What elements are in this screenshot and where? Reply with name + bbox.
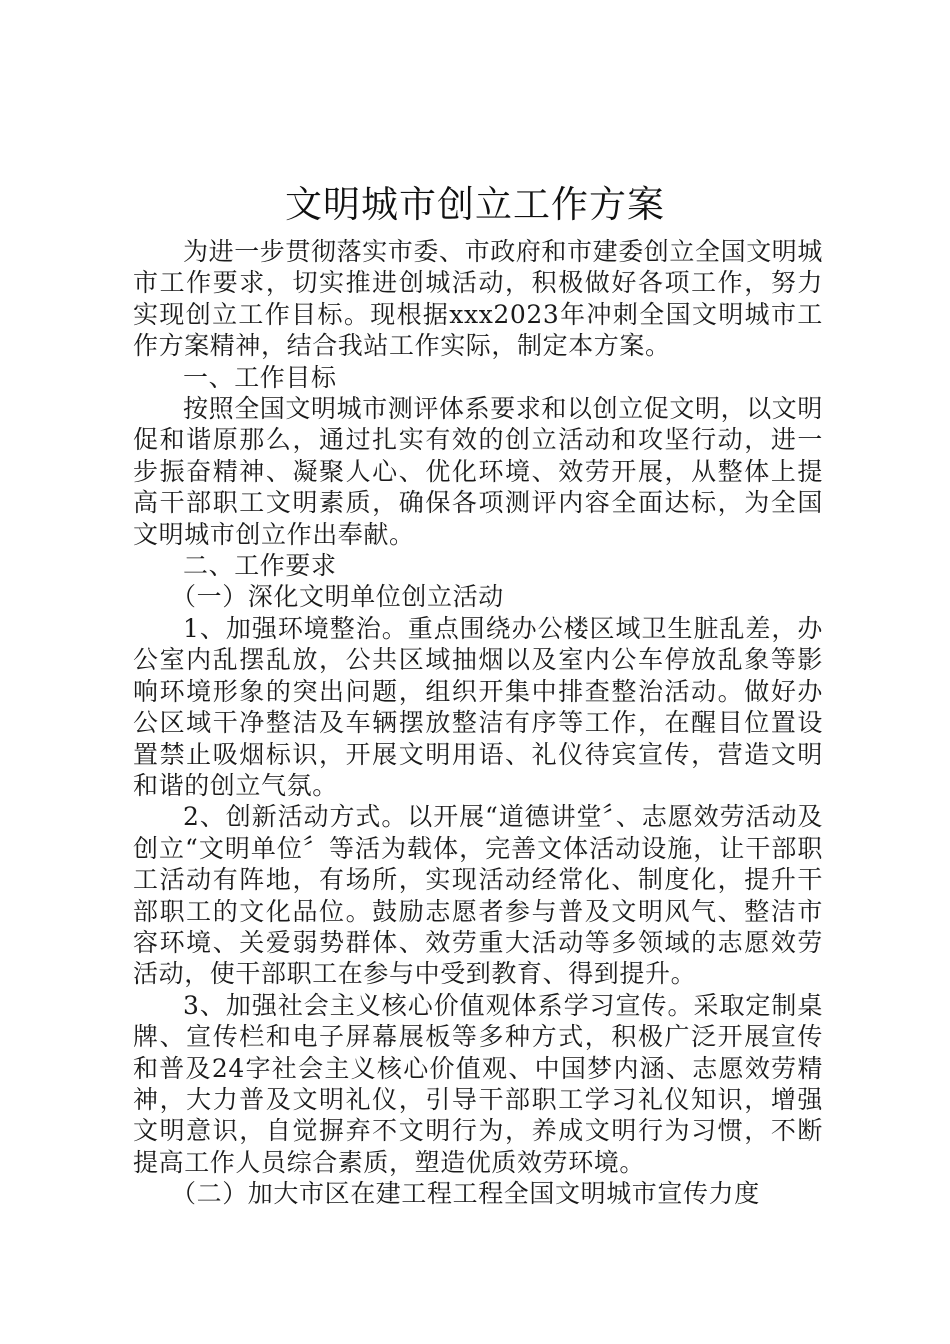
subsection-heading-civilized-units: （一）深化文明单位创立活动 — [171, 582, 504, 612]
item-core-values-paragraph: 3、加强社会主义核心价值观体系学习宣传。采取定制桌牌、宣传栏和电子屏幕展板等多种方式，积极广泛开展宣传和普及24字社会主义核心价值观、中国梦内涵、志愿效劳精神，大力普及文明礼仪，引导干部职工学习礼仪知识，增强文明意识，自觉摒弃不文明行为，养成文明行为习惯，不断提高工作人员综合素质，塑造优质效劳环境。 — [133, 990, 823, 1177]
item-activities-paragraph: 2、创新活动方式。以开展“道德讲堂〞、志愿效劳活动及创立“文明单位〞等活为载体，完善文体活动设施，让干部职工活动有阵地，有场所，实现活动经常化、制度化，提升干部职工的文化品位。鼓励志愿者参与普及文明风气、整洁市容环境、关爱弱势群体、效劳重大活动等多领域的志愿效劳活动，使干部职工在参与中受到教育、得到提升。 — [133, 802, 823, 989]
item-environment-paragraph: 1、加强环境整治。重点围绕办公楼区域卫生脏乱差，办公室内乱摆乱放，公共区域抽烟以及室内公车停放乱象等影响环境形象的突出问题，组织开集中排查整治活动。做好办公区域干净整洁及车辆摆放整洁有序等工作，在醒目位置设置禁止吸烟标识，开展文明用语、礼仪待宾宣传，营造文明和谐的创立气氛。 — [133, 613, 823, 800]
document-title: 文明城市创立工作方案 — [285, 183, 665, 226]
intro-paragraph: 为进一步贯彻落实市委、市政府和市建委创立全国文明城市工作要求，切实推进创城活动，积极做好各项工作，努力实现创立工作目标。现根据xxx2023年冲刺全国文明城市工作方案精神，结合我站工作实际，制定本方案。 — [133, 237, 824, 361]
document-body — [133, 236, 823, 1210]
section-heading-requirements: 二、工作要求 — [183, 551, 337, 581]
section-heading-goals: 一、工作目标 — [183, 362, 337, 392]
subsection-heading-publicity: （二）加大市区在建工程工程全国文明城市宣传力度 — [171, 1179, 760, 1209]
goals-paragraph: 按照全国文明城市测评体系要求和以创立促文明，以文明促和谐原那么，通过扎实有效的创立活动和攻坚行动，进一步振奋精神、凝聚人心、优化环境、效劳开展，从整体上提高干部职工文明素质，确保各项测评内容全面达标，为全国文明城市创立作出奉献。 — [133, 394, 824, 549]
